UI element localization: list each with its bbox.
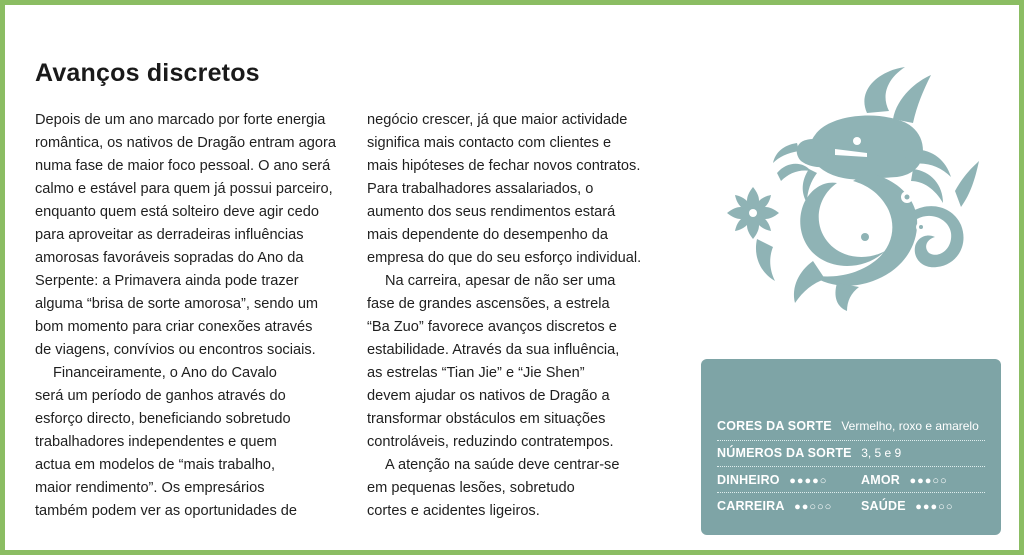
money-label: DINHEIRO (717, 473, 780, 487)
paragraph-line: devem ajudar os nativos de Dragão a (367, 388, 610, 404)
paragraph-line: bom momento para criar conexões através (35, 319, 313, 335)
paragraph-line: romântica, os nativos de Dragão entram agora (35, 135, 336, 151)
divider (717, 466, 985, 467)
lucky-colors-row (717, 419, 979, 433)
paragraph-line: significa mais contacto com clientes e (367, 135, 612, 151)
paragraph-line: mais hipóteses de fechar novos contratos. (367, 158, 641, 174)
article-title: Avanços discretos (35, 59, 260, 87)
divider (717, 440, 985, 441)
paragraph-line: negócio crescer, já que maior actividade (367, 112, 628, 128)
paragraph-line: será um período de ganhos através do (35, 388, 286, 404)
paragraph-line: amorosas favoráveis sopradas do Ano da (35, 250, 304, 266)
paragraph-line: maior rendimento”. Os empresários (35, 480, 265, 496)
lucky-numbers-row (717, 446, 901, 460)
paragraph-line: Serpente: a Primavera ainda pode trazer (35, 273, 299, 289)
paragraph-line: A atenção na saúde deve centrar-se (385, 457, 620, 473)
divider (717, 492, 985, 493)
lucky-colors-value: Vermelho, roxo e amarelo (841, 419, 979, 433)
paragraph-line: enquanto quem está solteiro deve agir cedo (35, 204, 319, 220)
paragraph-line: Para trabalhadores assalariados, o (367, 181, 594, 197)
paragraph-line: Financeiramente, o Ano do Cavalo (53, 365, 277, 381)
text-column-2 (367, 109, 667, 523)
money-rating-cell (717, 473, 827, 487)
love-rating-cell (861, 473, 948, 487)
paragraph-line: trabalhadores independentes e quem (35, 434, 277, 450)
lucky-numbers-label: NÚMEROS DA SORTE (717, 446, 852, 460)
text-column-1 (35, 109, 345, 523)
paragraph-line: Depois de um ano marcado por forte energia (35, 112, 326, 128)
health-rating-cell (861, 499, 953, 513)
paragraph-line: cortes e acidentes ligeiros. (367, 503, 540, 519)
paragraph-line: fase de grandes ascensões, a estrela (367, 296, 610, 312)
paragraph-line: em pequenas lesões, sobretudo (367, 480, 575, 496)
paragraph-line: actua em modelos de “mais trabalho, (35, 457, 276, 473)
paragraph-line: transformar obstáculos em situações (367, 411, 606, 427)
paragraph-line: esforço directo, beneficiando sobretudo (35, 411, 291, 427)
health-rating: ●●●○○ (915, 501, 954, 513)
paragraph-line: mais dependente do desempenho da (367, 227, 608, 243)
career-rating: ●●○○○ (794, 501, 833, 513)
paragraph-line: para aproveitar as derradeiras influências (35, 227, 304, 243)
paragraph-line: de viagens, convívios ou encontros sociais. (35, 342, 316, 358)
paragraph-line: calmo e estável para quem já possui parceiro, (35, 181, 333, 197)
paragraph-line: aumento dos seus rendimentos estará (367, 204, 616, 220)
luck-info-box (701, 359, 1001, 535)
paragraph-line: numa fase de maior foco pessoal. O ano será (35, 158, 331, 174)
money-rating: ●●●●○ (789, 475, 828, 487)
career-rating-cell (717, 499, 832, 513)
paragraph-line: alguma “brisa de sorte amorosa”, sendo um (35, 296, 319, 312)
dragon-icon (717, 61, 979, 311)
lucky-numbers-value: 3, 5 e 9 (861, 446, 902, 460)
paragraph-line: estabilidade. Através da sua influência, (367, 342, 620, 358)
lucky-colors-label: CORES DA SORTE (717, 419, 832, 433)
paragraph-line: Na carreira, apesar de não ser uma (385, 273, 616, 289)
paragraph-line: empresa do que do seu esforço individual. (367, 250, 642, 266)
love-label: AMOR (861, 473, 900, 487)
paragraph-line: também podem ver as oportunidades de (35, 503, 298, 519)
paragraph-line: as estrelas “Tian Jie” e “Jie Shen” (367, 365, 585, 381)
career-label: CARREIRA (717, 499, 785, 513)
paragraph-line: “Ba Zuo” favorece avanços discretos e (367, 319, 617, 335)
love-rating: ●●●○○ (909, 475, 948, 487)
health-label: SAÚDE (861, 499, 906, 513)
paragraph-line: controláveis, reduzindo contratempos. (367, 434, 614, 450)
